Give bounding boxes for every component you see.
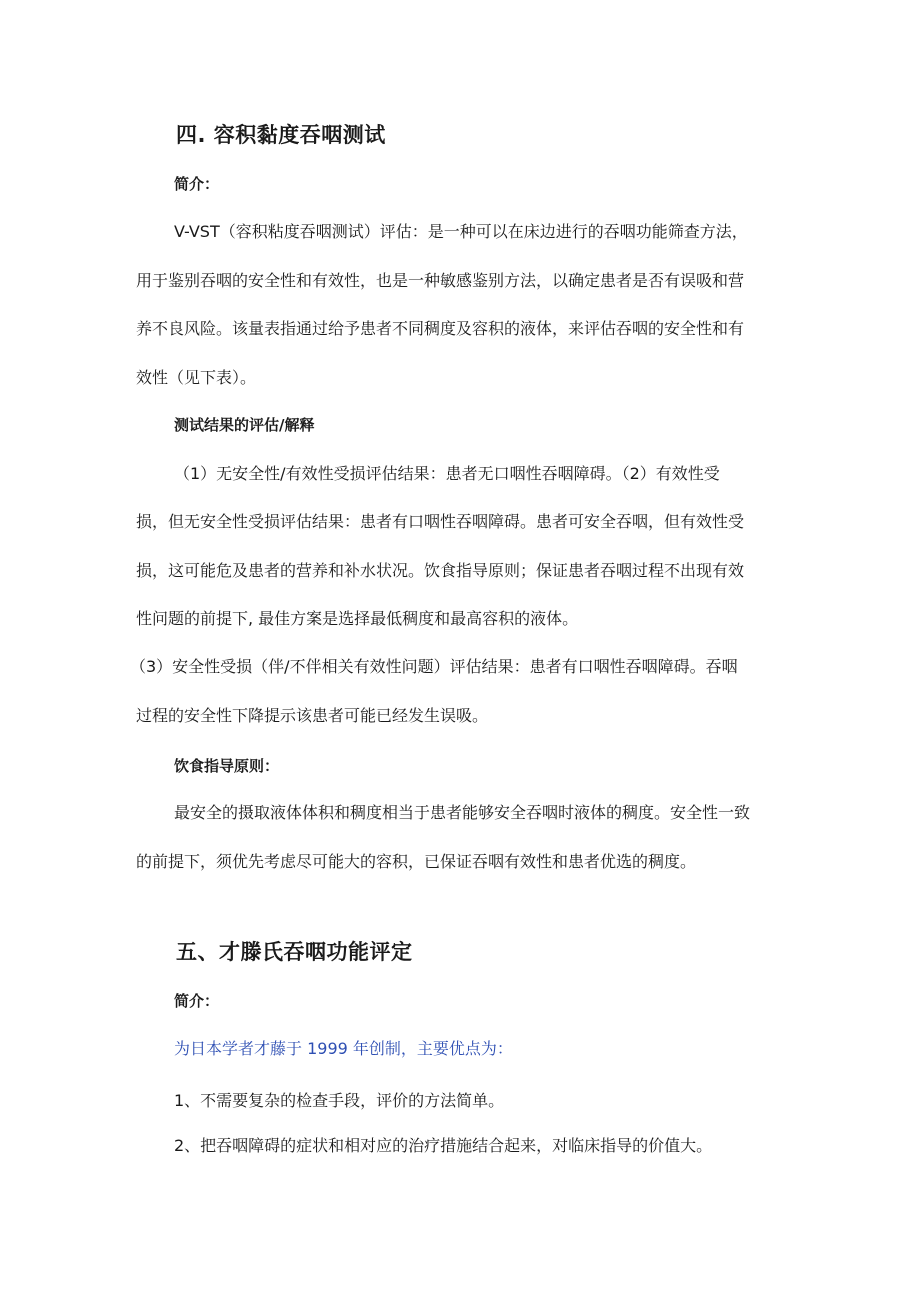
section4-diet-line-1: 最安全的摄取液体体积和稠度相当于患者能够安全吞咽时液体的稠度。安全性一致 xyxy=(174,803,751,822)
section5-intro-label: 简介： xyxy=(174,992,220,1010)
section4-results-label: 测试结果的评估/解释 xyxy=(174,416,315,434)
section4-results-line-3: 损，这可能危及患者的营养和补水状况。饮食指导原则；保证患者吞咽过程不出现有效 xyxy=(136,561,745,580)
section4-results-line-4: 性问题的前提下, 最佳方案是选择最低稠度和最高容积的液体。 xyxy=(136,609,579,628)
section4-diet-label: 饮食指导原则： xyxy=(174,757,280,775)
section4-results-line-2: 损，但无安全性受损评估结果：患者有口咽性吞咽障碍。患者可安全吞咽，但有效性受 xyxy=(136,512,745,531)
section5-intro-line: 为日本学者才藤于 1999 年创制，主要优点为： xyxy=(174,1039,513,1058)
section4-title: 四. 容积黏度吞咽测试 xyxy=(176,123,386,147)
section4-intro-line-4: 效性（见下表）。 xyxy=(136,368,257,387)
section4-results-line-5: （3）安全性受损（伴/不伴相关有效性问题）评估结果：患者有口咽性吞咽障碍。吞咽 xyxy=(130,657,738,676)
section4-results-line-1: （1）无安全性/有效性受损评估结果：患者无口咽性吞咽障碍。（2）有效性受 xyxy=(174,464,720,483)
section5-title: 五、才滕氏吞咽功能评定 xyxy=(176,940,413,964)
section4-diet-line-2: 的前提下，须优先考虑尽可能大的容积，已保证吞咽有效性和患者优选的稠度。 xyxy=(136,852,697,871)
section5-point-1: 1、不需要复杂的检查手段，评价的方法简单。 xyxy=(174,1091,505,1110)
section4-results-line-6: 过程的安全性下降提示该患者可能已经发生误吸。 xyxy=(136,706,489,725)
section4-intro-line-1: V-VST（容积粘度吞咽测试）评估：是一种可以在床边进行的吞咽功能筛查方法， xyxy=(174,222,748,241)
section4-intro-line-3: 养不良风险。该量表指通过给予患者不同稠度及容积的液体，来评估吞咽的安全性和有 xyxy=(136,319,745,338)
section4-intro-label: 简介： xyxy=(174,175,220,193)
section4-intro-line-2: 用于鉴别吞咽的安全性和有效性，也是一种敏感鉴别方法，以确定患者是否有误吸和营 xyxy=(136,271,745,290)
section5-point-2: 2、把吞咽障碍的症状和相对应的治疗措施结合起来，对临床指导的价值大。 xyxy=(174,1136,713,1155)
